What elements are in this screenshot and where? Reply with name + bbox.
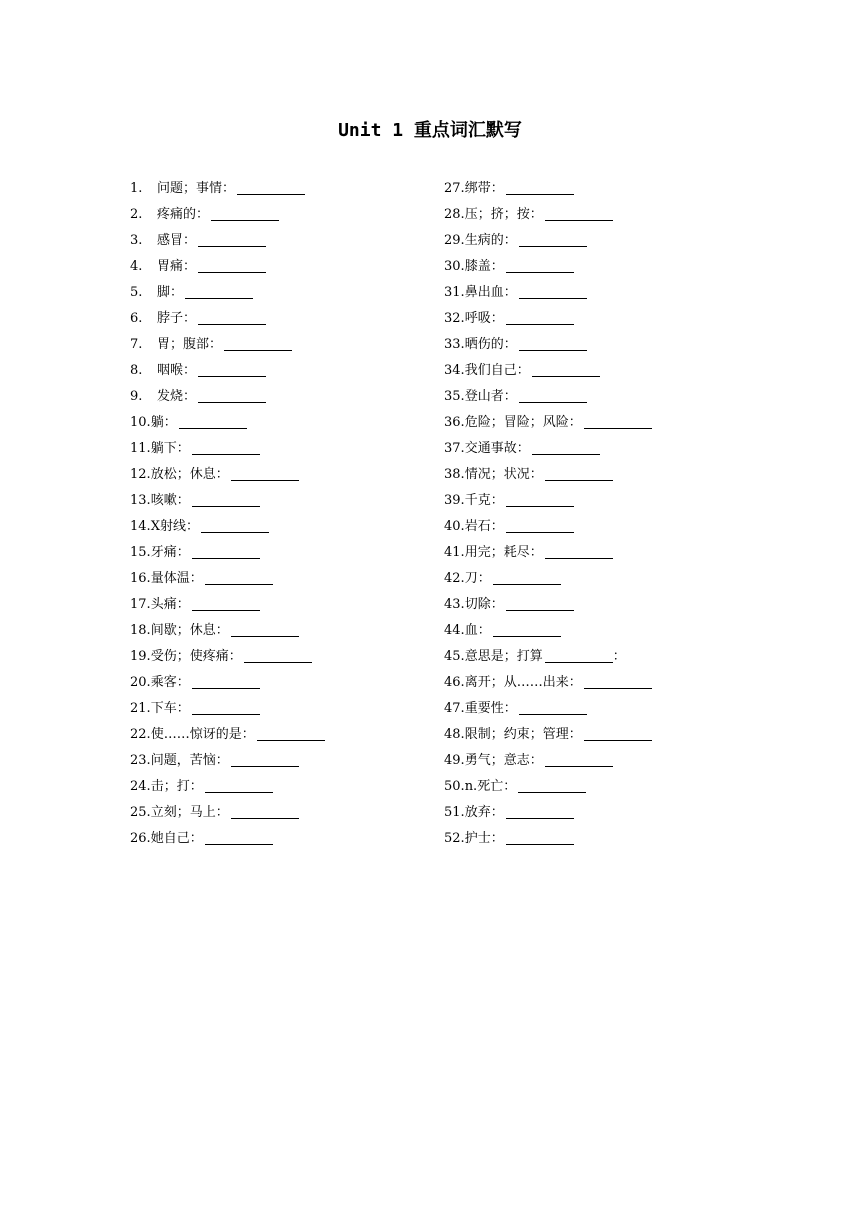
- item-prompt: 放弃：: [464, 805, 504, 820]
- item-number: 51.: [444, 805, 465, 820]
- vocab-item: [130, 332, 325, 358]
- vocab-list-right: [444, 176, 652, 852]
- item-prompt: 乘客：: [150, 675, 190, 690]
- vocab-item: [130, 384, 325, 410]
- answer-blank[interactable]: [198, 401, 266, 403]
- answer-blank[interactable]: [192, 557, 260, 559]
- item-prompt: 生病的：: [464, 233, 517, 248]
- vocab-item: [444, 488, 652, 514]
- answer-blank[interactable]: [205, 583, 273, 585]
- item-number: 24.: [130, 779, 151, 794]
- vocab-item: [444, 722, 652, 748]
- item-prompt: 切除：: [464, 597, 504, 612]
- item-prompt: 鼻出血：: [464, 285, 517, 300]
- item-prompt: 脚：: [157, 285, 184, 300]
- item-number: 20.: [130, 675, 151, 690]
- answer-blank[interactable]: [205, 791, 273, 793]
- answer-blank[interactable]: [192, 687, 260, 689]
- vocab-item: [444, 280, 652, 306]
- item-prompt: 限制；约束；管理：: [464, 727, 582, 742]
- vocab-item: [444, 566, 652, 592]
- item-prompt: 咳嗽：: [150, 493, 190, 508]
- item-number: 4.: [130, 259, 143, 274]
- vocab-item: [130, 488, 325, 514]
- item-number: 37.: [444, 441, 465, 456]
- vocab-item: [444, 228, 652, 254]
- answer-blank[interactable]: [493, 635, 561, 637]
- answer-blank[interactable]: [231, 817, 299, 819]
- item-prompt: 躺下：: [150, 441, 190, 456]
- vocab-item: [444, 826, 652, 852]
- item-prompt: 我们自己：: [464, 363, 530, 378]
- item-prompt: 下车：: [150, 701, 190, 716]
- vocab-item: [444, 540, 652, 566]
- vocab-item: [130, 540, 325, 566]
- item-prompt: 脖子：: [157, 311, 197, 326]
- answer-blank[interactable]: [506, 323, 574, 325]
- vocab-item: [130, 670, 325, 696]
- item-number: 32.: [444, 311, 465, 326]
- answer-blank[interactable]: [506, 609, 574, 611]
- item-prompt: 发烧：: [157, 389, 197, 404]
- vocab-item: [444, 774, 652, 800]
- item-prompt: 意思是；打算: [464, 649, 543, 664]
- vocab-item: [130, 176, 325, 202]
- item-prompt: 胃；腹部：: [157, 337, 223, 352]
- item-prompt: 使……惊讶的是：: [150, 727, 255, 742]
- vocab-item: [130, 748, 325, 774]
- item-number: 38.: [444, 467, 465, 482]
- vocab-item: [444, 514, 652, 540]
- item-prompt: 离开；从……出来：: [464, 675, 582, 690]
- item-number: 6.: [130, 311, 143, 326]
- item-prompt: 问题；事情：: [157, 181, 236, 196]
- item-number: 43.: [444, 597, 465, 612]
- answer-blank[interactable]: [192, 505, 260, 507]
- item-number: 27.: [444, 181, 465, 196]
- item-number: 3.: [130, 233, 143, 248]
- answer-blank[interactable]: [584, 427, 652, 429]
- item-number: 18.: [130, 623, 151, 638]
- answer-blank[interactable]: [584, 739, 652, 741]
- item-prompt: n.死亡：: [464, 779, 517, 794]
- item-number: 30.: [444, 259, 465, 274]
- item-number: 2.: [130, 207, 143, 222]
- item-prompt: 刀：: [464, 571, 491, 586]
- vocab-item: [130, 826, 325, 852]
- item-prompt: 膝盖：: [464, 259, 504, 274]
- item-number: 16.: [130, 571, 151, 586]
- item-prompt: 情况；状况：: [464, 467, 543, 482]
- item-prompt: 用完；耗尽：: [464, 545, 543, 560]
- item-number: 25.: [130, 805, 151, 820]
- item-number: 36.: [444, 415, 465, 430]
- item-number: 8.: [130, 363, 143, 378]
- vocab-item: [130, 462, 325, 488]
- item-number: 29.: [444, 233, 465, 248]
- vocab-item: [130, 800, 325, 826]
- answer-blank[interactable]: [519, 401, 587, 403]
- answer-blank[interactable]: [185, 297, 253, 299]
- item-prompt: 岩石：: [464, 519, 504, 534]
- answer-blank[interactable]: [237, 193, 305, 195]
- item-number: 9.: [130, 389, 143, 404]
- item-prompt: 压；挤；按：: [464, 207, 543, 222]
- answer-blank[interactable]: [192, 609, 260, 611]
- vocab-item: [130, 644, 325, 670]
- vocab-item: [444, 202, 652, 228]
- item-prompt: 放松；休息：: [150, 467, 229, 482]
- vocab-item: [130, 306, 325, 332]
- answer-blank[interactable]: [198, 323, 266, 325]
- item-number: 5.: [130, 285, 143, 300]
- vocab-item: [444, 644, 652, 670]
- answer-blank[interactable]: [192, 453, 260, 455]
- vocab-item: [130, 696, 325, 722]
- vocab-item: [130, 514, 325, 540]
- item-number: 49.: [444, 753, 465, 768]
- item-prompt: 躺：: [150, 415, 177, 430]
- vocab-item: [444, 592, 652, 618]
- item-prompt: 击；打：: [150, 779, 203, 794]
- answer-blank[interactable]: [506, 531, 574, 533]
- vocab-item: [130, 202, 325, 228]
- answer-blank[interactable]: [532, 375, 600, 377]
- answer-blank[interactable]: [545, 479, 613, 481]
- vocab-item: [130, 722, 325, 748]
- item-number: 26.: [130, 831, 151, 846]
- answer-blank[interactable]: [584, 687, 652, 689]
- answer-blank[interactable]: [545, 661, 613, 663]
- answer-blank[interactable]: [545, 557, 613, 559]
- item-number: 39.: [444, 493, 465, 508]
- item-prompt: 登山者：: [464, 389, 517, 404]
- item-number: 12.: [130, 467, 151, 482]
- vocab-item: [130, 774, 325, 800]
- vocab-item: [130, 228, 325, 254]
- answer-blank[interactable]: [231, 765, 299, 767]
- answer-blank[interactable]: [179, 427, 247, 429]
- vocab-item: [130, 618, 325, 644]
- item-prompt: 感冒：: [157, 233, 197, 248]
- item-number: 14.: [130, 519, 151, 534]
- answer-blank[interactable]: [519, 349, 587, 351]
- vocab-item: [130, 280, 325, 306]
- item-number: 21.: [130, 701, 151, 716]
- item-prompt: 交通事故：: [464, 441, 530, 456]
- item-number: 44.: [444, 623, 465, 638]
- answer-blank[interactable]: [198, 245, 266, 247]
- item-prompt: X射线：: [150, 519, 199, 534]
- answer-blank[interactable]: [192, 713, 260, 715]
- item-number: 46.: [444, 675, 465, 690]
- item-prompt: 咽喉：: [157, 363, 197, 378]
- item-prompt: 量体温：: [150, 571, 203, 586]
- answer-blank[interactable]: [244, 661, 312, 663]
- item-number: 15.: [130, 545, 151, 560]
- vocab-item: [444, 670, 652, 696]
- item-prompt: 她自己：: [150, 831, 203, 846]
- item-prompt: 牙痛：: [150, 545, 190, 560]
- vocab-item: [444, 332, 652, 358]
- answer-blank[interactable]: [198, 375, 266, 377]
- item-number: 11.: [130, 441, 151, 456]
- page-title: Unit 1 重点词汇默写: [338, 120, 522, 141]
- item-number: 40.: [444, 519, 465, 534]
- vocab-item: [130, 566, 325, 592]
- vocab-item: [444, 176, 652, 202]
- item-prompt: 千克：: [464, 493, 504, 508]
- vocab-item: [130, 410, 325, 436]
- vocab-item: [444, 696, 652, 722]
- answer-blank[interactable]: [231, 635, 299, 637]
- answer-blank[interactable]: [506, 505, 574, 507]
- vocab-item: [444, 618, 652, 644]
- answer-blank[interactable]: [211, 219, 279, 221]
- answer-blank[interactable]: [506, 193, 574, 195]
- vocab-item: [444, 384, 652, 410]
- vocab-item: [444, 800, 652, 826]
- vocab-item: [130, 592, 325, 618]
- item-prompt: 晒伤的：: [464, 337, 517, 352]
- item-suffix: ：: [612, 649, 626, 664]
- item-prompt: 受伤；使疼痛：: [150, 649, 242, 664]
- item-number: 22.: [130, 727, 151, 742]
- answer-blank[interactable]: [493, 583, 561, 585]
- item-number: 41.: [444, 545, 465, 560]
- item-prompt: 呼吸：: [464, 311, 504, 326]
- item-number: 47.: [444, 701, 465, 716]
- item-number: 50.: [444, 779, 465, 794]
- vocab-item: [130, 358, 325, 384]
- vocab-item: [444, 306, 652, 332]
- item-prompt: 头痛：: [150, 597, 190, 612]
- item-number: 52.: [444, 831, 465, 846]
- item-number: 1.: [130, 181, 143, 196]
- answer-blank[interactable]: [545, 219, 613, 221]
- answer-blank[interactable]: [519, 245, 587, 247]
- answer-blank[interactable]: [198, 271, 266, 273]
- answer-blank[interactable]: [201, 531, 269, 533]
- item-number: 23.: [130, 753, 151, 768]
- item-number: 33.: [444, 337, 465, 352]
- item-number: 31.: [444, 285, 465, 300]
- item-number: 28.: [444, 207, 465, 222]
- item-number: 13.: [130, 493, 151, 508]
- item-number: 19.: [130, 649, 151, 664]
- vocab-item: [444, 748, 652, 774]
- vocab-item: [444, 436, 652, 462]
- item-number: 10.: [130, 415, 151, 430]
- item-number: 17.: [130, 597, 151, 612]
- answer-blank[interactable]: [519, 713, 587, 715]
- vocab-list-left: [130, 176, 325, 852]
- item-prompt: 胃痛：: [157, 259, 197, 274]
- item-prompt: 护士：: [464, 831, 504, 846]
- item-number: 45.: [444, 649, 465, 664]
- answer-blank[interactable]: [506, 271, 574, 273]
- answer-blank[interactable]: [506, 843, 574, 845]
- answer-blank[interactable]: [545, 765, 613, 767]
- item-prompt: 绑带：: [464, 181, 504, 196]
- item-prompt: 间歇；休息：: [150, 623, 229, 638]
- answer-blank[interactable]: [231, 479, 299, 481]
- vocab-item: [444, 462, 652, 488]
- item-number: 42.: [444, 571, 465, 586]
- vocab-item: [444, 410, 652, 436]
- item-number: 7.: [130, 337, 143, 352]
- item-number: 34.: [444, 363, 465, 378]
- item-prompt: 勇气；意志：: [464, 753, 543, 768]
- item-prompt: 疼痛的：: [157, 207, 210, 222]
- item-number: 48.: [444, 727, 465, 742]
- item-prompt: 危险；冒险；风险：: [464, 415, 582, 430]
- vocab-item: [444, 254, 652, 280]
- answer-blank[interactable]: [518, 791, 586, 793]
- vocab-item: [130, 436, 325, 462]
- answer-blank[interactable]: [257, 739, 325, 741]
- answer-blank[interactable]: [224, 349, 292, 351]
- item-prompt: 立刻；马上：: [150, 805, 229, 820]
- vocab-item: [130, 254, 325, 280]
- vocab-item: [444, 358, 652, 384]
- item-prompt: 血：: [464, 623, 491, 638]
- item-number: 35.: [444, 389, 465, 404]
- answer-blank[interactable]: [205, 843, 273, 845]
- answer-blank[interactable]: [519, 297, 587, 299]
- answer-blank[interactable]: [532, 453, 600, 455]
- item-prompt: 重要性：: [464, 701, 517, 716]
- item-prompt: 问题，苦恼：: [150, 753, 229, 768]
- answer-blank[interactable]: [506, 817, 574, 819]
